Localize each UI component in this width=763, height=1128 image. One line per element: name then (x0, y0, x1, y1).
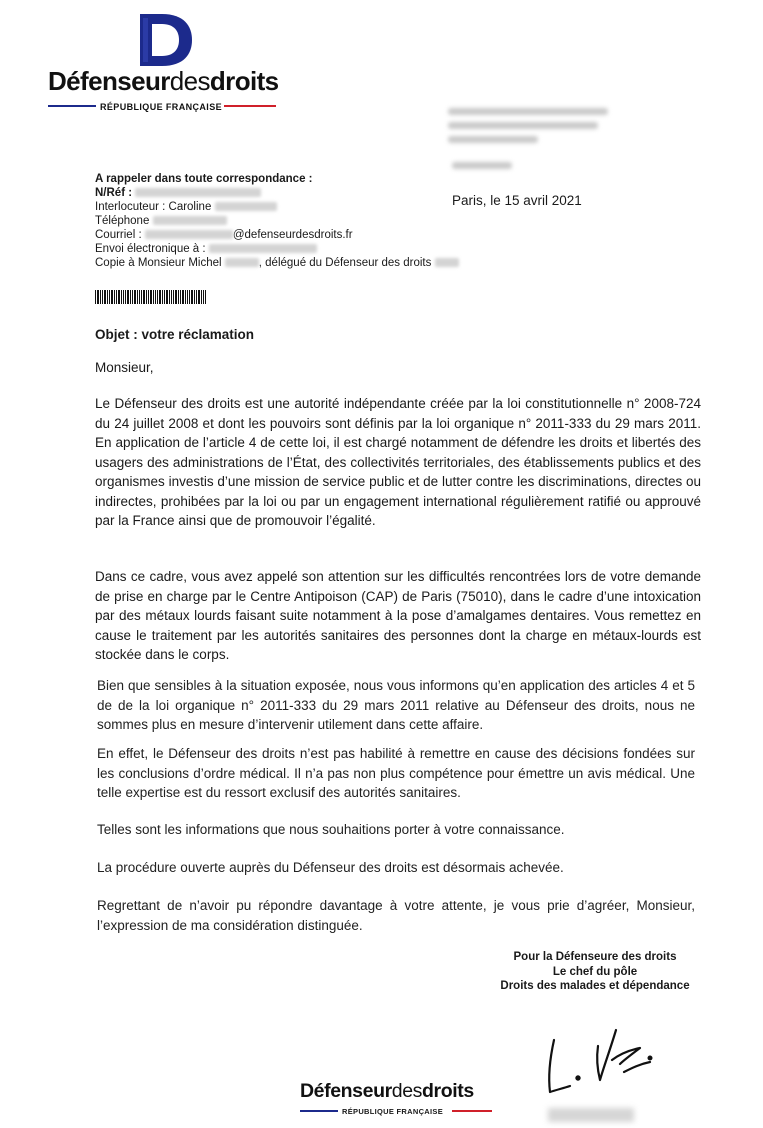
header-logo (48, 8, 280, 112)
footer-logo (300, 1080, 500, 1120)
reference-number: N/Réf : (95, 186, 459, 200)
body-paragraph-2: Dans ce cadre, vous avez appelé son attention sur les difficultés rencontrées lors de votre demande de prise en charge par le Centre Antipoison (CAP) de Paris (75010), dans le cadre d’une intoxication par des métaux lourds faisant suite notamment à la pose d’amalgames dentaires. Vous remettez en cause le traitement par les autorités sanitaires des personnes dont la charge en métaux-lourds est stockée dans le corps. (95, 569, 701, 662)
letter-salutation: Monsieur, (95, 360, 154, 375)
letter-date: Paris, le 15 avril 2021 (452, 193, 582, 208)
footer-logo-wordmark: Défenseurdesdroits (300, 1080, 474, 1102)
redacted-name-bottom (548, 1108, 634, 1122)
body-paragraph-4: En effet, le Défenseur des droits n’est pas habilité à remettre en cause des décisions fondées sur les conclusions d’ordre médical. Il n’a pas non plus compétence pour émettre un avis médical. Une telle expertise est du ressort exclusif des autorités sanitaires. (97, 746, 695, 800)
barcode-icon (95, 290, 207, 304)
reference-block (95, 172, 459, 270)
recipient-address-redacted (448, 104, 618, 179)
reference-electronic: Envoi électronique à : (95, 242, 459, 256)
reference-email: Courriel : @defenseurdesdroits.fr (95, 229, 353, 241)
body-paragraph-5: Telles sont les informations que nous souhaitions porter à votre connaissance. (97, 822, 565, 837)
body-paragraph-1: Le Défenseur des droits est une autorité indépendante créée par la loi constitutionnelle n° 2008-724 du 24 juillet 2008 et dont les pouvoirs sont définis par la loi organique n° 2011-333 du 29 mars 2011. En application de l’article 4 de cette loi, il est chargé notamment de défendre les droits et libertés des usagers des administrations de l’État, des collectivités territoriales, des établissements publics et des organismes investis d’une mission de service public et de lutter contre les discriminations, directes ou indirectes, prohibées par la loi ou par un engagement international régulièrement ratifié ou approuvé par la France ainsi que de promouvoir l’égalité. (95, 396, 701, 528)
logo-republic-text: RÉPUBLIQUE FRANÇAISE (100, 102, 223, 112)
logo-d-icon (134, 12, 194, 68)
signature-line-3: Droits des malades et dépendance (500, 980, 690, 992)
handwritten-signature-icon (540, 1020, 660, 1100)
body-paragraph-7: Regrettant de n’avoir pu répondre davantage à votre attente, je vous prie d’agréer, Monsieur, l’expression de ma considération distinguée. (97, 898, 695, 933)
reference-copy: Copie à Monsieur Michel , délégué du Défenseur des droits (95, 256, 459, 270)
footer-logo-republic-text: RÉPUBLIQUE FRANÇAISE (342, 1107, 444, 1116)
body-paragraph-6: La procédure ouverte auprès du Défenseur des droits est désormais achevée. (97, 860, 564, 875)
logo-wordmark: Défenseurdesdroits (48, 66, 279, 96)
signature-block (490, 950, 700, 994)
reference-phone: Téléphone (95, 214, 459, 228)
logo-blue-line (48, 105, 96, 107)
body-paragraph-3: Bien que sensibles à la situation exposée, nous vous informons qu’en application des articles 4 et 5 de de la loi organique n° 2011-333 du 29 mars 2011 relative au Défenseur des droits, nous ne sommes plus en mesure d’intervenir utilement dans cette affaire. (97, 678, 695, 732)
reference-heading: A rappeler dans toute correspondance : (95, 173, 313, 185)
letter-subject: Objet : votre réclamation (95, 327, 255, 342)
footer-logo-blue-line (300, 1110, 338, 1112)
logo-red-line (224, 105, 276, 107)
signature-line-1: Pour la Défenseure des droits (513, 951, 677, 963)
reference-contact: Interlocuteur : Caroline (95, 200, 459, 214)
footer-logo-red-line (452, 1110, 492, 1112)
signature-line-2: Le chef du pôle (552, 965, 638, 978)
